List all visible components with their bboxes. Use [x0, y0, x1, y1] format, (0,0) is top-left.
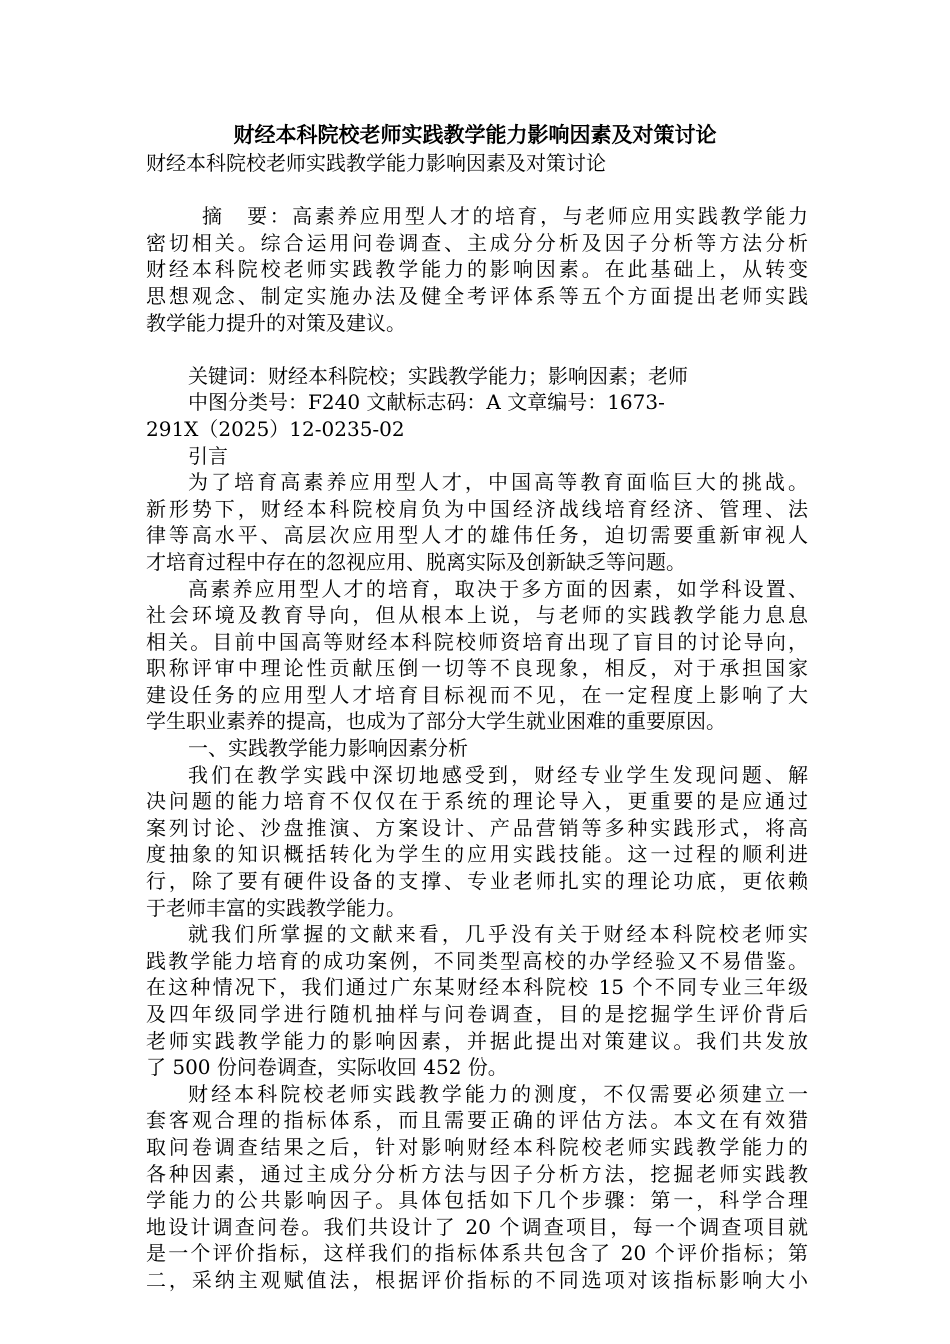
abstract-line: 思想观念、制定实施办法及健全考评体系等五个方面提出老师实践	[146, 283, 808, 308]
paragraph-line: 律等高水平、高层次应用型人才的雄伟任务，迫切需要重新审视人	[146, 523, 808, 548]
paragraph-line: 就我们所掌握的文献来看，几乎没有关于财经本科院校老师实	[188, 922, 808, 947]
paragraph-line: 案列讨论、沙盘推演、方案设计、产品营销等多种实践形式，将高	[146, 815, 808, 840]
paragraph-line: 学生职业素养的提高，也成为了部分大学生就业困难的重要原因。	[146, 709, 726, 734]
paragraph-line: 于老师丰富的实践教学能力。	[146, 895, 406, 920]
paragraph-line: 各种因素，通过主成分分析方法与因子分析方法，挖掘老师实践教	[146, 1161, 808, 1186]
paragraph	[146, 762, 808, 922]
section-heading: 一、实践教学能力影响因素分析	[188, 736, 468, 761]
paragraph-line: 决问题的能力培育不仅仅在于系统的理论导入，更重要的是应通过	[146, 789, 808, 814]
paragraph-line: 建设任务的应用型人才培育目标视而不见，在一定程度上影响了大	[146, 682, 808, 707]
classification-line: 中图分类号：F240 文献标志码：A 文章编号：1673-	[188, 390, 665, 415]
document-subtitle: 财经本科院校老师实践教学能力影响因素及对策讨论	[146, 151, 606, 175]
blank-line	[146, 177, 808, 204]
paragraph-line: 取问卷调查结果之后，针对影响财经本科院校老师实践教学能力的	[146, 1134, 808, 1159]
paragraph-line: 我们在教学实践中深切地感受到，财经专业学生发现问题、解	[188, 762, 808, 787]
paragraph-line: 行，除了要有硬件设备的支撑、专业老师扎实的理论功底，更依赖	[146, 869, 808, 894]
keywords: 关键词：财经本科院校；实践教学能力；影响因素；老师	[188, 363, 688, 388]
paragraph-line: 践教学能力培育的成功案例，不同类型高校的办学经验又不易借鉴。	[146, 948, 808, 973]
abstract-line: 摘 要：高素养应用型人才的培育，与老师应用实践教学能力	[202, 204, 808, 229]
paragraph-line: 职称评审中理论性贡献压倒一切等不良现象，相反，对于承担国家	[146, 656, 808, 681]
paragraph-line: 度抽象的知识概括转化为学生的应用实践技能。这一过程的顺利进	[146, 842, 808, 867]
classification-line: 291X（2025）12-0235-02	[146, 416, 405, 441]
paragraph-line: 了 500 份问卷调查，实际收回 452 份。	[146, 1055, 508, 1080]
paragraph	[146, 1081, 808, 1294]
abstract-line: 财经本科院校老师实践教学能力的影响因素。在此基础上，从转变	[146, 257, 808, 282]
paragraph-line: 为了培育高素养应用型人才，中国高等教育面临巨大的挑战。	[188, 470, 808, 495]
document-title: 财经本科院校老师实践教学能力影响因素及对策讨论	[233, 123, 717, 147]
paragraph	[146, 469, 808, 575]
abstract-line: 教学能力提升的对策及建议。	[146, 310, 406, 335]
document-body	[146, 150, 808, 1294]
paragraph-line: 才培育过程中存在的忽视应用、脱离实际及创新缺乏等问题。	[146, 549, 686, 574]
paragraph-line: 学能力的公共影响因子。具体包括如下几个步骤：第一，科学合理	[146, 1188, 808, 1213]
paragraph	[146, 576, 808, 736]
paragraph-line: 老师实践教学能力的影响因素，并据此提出对策建议。我们共发放	[146, 1028, 808, 1053]
paragraph-line: 高素养应用型人才的培育，取决于多方面的因素，如学科设置、	[188, 576, 808, 601]
paragraph-line: 相关。目前中国高等财经本科院校师资培育出现了盲目的讨论导向，	[146, 629, 808, 654]
paragraph-line: 地设计调查问卷。我们共设计了 20 个调查项目，每一个调查项目就	[146, 1214, 808, 1239]
paragraph-line: 是一个评价指标，这样我们的指标体系共包含了 20 个评价指标；第	[146, 1241, 808, 1266]
paragraph-line: 财经本科院校老师实践教学能力的测度，不仅需要必须建立一	[188, 1081, 808, 1106]
paragraph-line: 在这种情况下，我们通过广东某财经本科院校 15 个不同专业三年级	[146, 975, 808, 1000]
paragraph	[146, 921, 808, 1081]
abstract-line: 密切相关。综合运用问卷调查、主成分分析及因子分析等方法分析	[146, 230, 808, 255]
blank-line	[146, 336, 808, 363]
intro-heading: 引言	[188, 443, 228, 468]
paragraph-line: 二，采纳主观赋值法，根据评价指标的不同选项对该指标影响大小	[146, 1267, 808, 1292]
paragraph-line: 新形势下，财经本科院校肩负为中国经济战线培育经济、管理、法	[146, 496, 808, 521]
paragraph-line: 社会环境及教育导向，但从根本上说，与老师的实践教学能力息息	[146, 603, 808, 628]
paragraph-line: 套客观合理的指标体系，而且需要正确的评估方法。本文在有效猎	[146, 1108, 808, 1133]
abstract	[146, 203, 808, 336]
paragraph-line: 及四年级同学进行随机抽样与问卷调查，目的是挖掘学生评价背后	[146, 1002, 808, 1026]
